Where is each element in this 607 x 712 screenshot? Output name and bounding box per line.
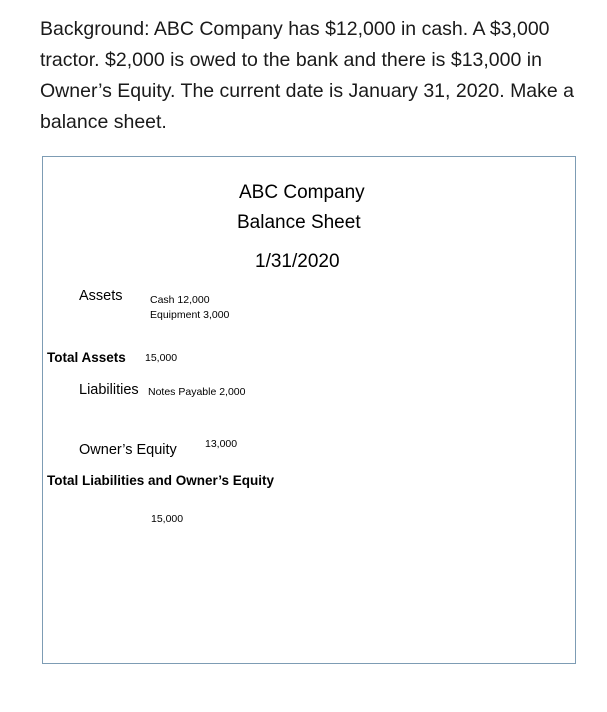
total-liabilities-equity-label: Total Liabilities and Owner’s Equity (47, 473, 275, 488)
total-assets-value: 15,000 (145, 352, 178, 364)
equipment-line: Equipment 3,000 (150, 309, 230, 321)
total-assets-label: Total Assets (47, 350, 126, 365)
sheet-date: 1/31/2020 (255, 251, 340, 272)
notes-payable-line: Notes Payable 2,000 (148, 386, 246, 398)
balance-sheet-box (42, 156, 576, 664)
total-liabilities-equity-value: 15,000 (151, 513, 184, 525)
cash-line: Cash 12,000 (150, 294, 210, 306)
assets-label: Assets (79, 288, 123, 304)
liabilities-label: Liabilities (79, 382, 139, 398)
owners-equity-value: 13,000 (205, 438, 238, 450)
sheet-title: Balance Sheet (237, 212, 361, 233)
company-name: ABC Company (239, 182, 365, 203)
assignment-prompt: Background: ABC Company has $12,000 in cash. A $3,000 tractor. $2,000 is owed to the bank and there is $13,000 in Owner’s Equity. The current date is January 31, 2020. Make a balance sheet. (40, 18, 575, 133)
owners-equity-label: Owner’s Equity (79, 442, 177, 458)
